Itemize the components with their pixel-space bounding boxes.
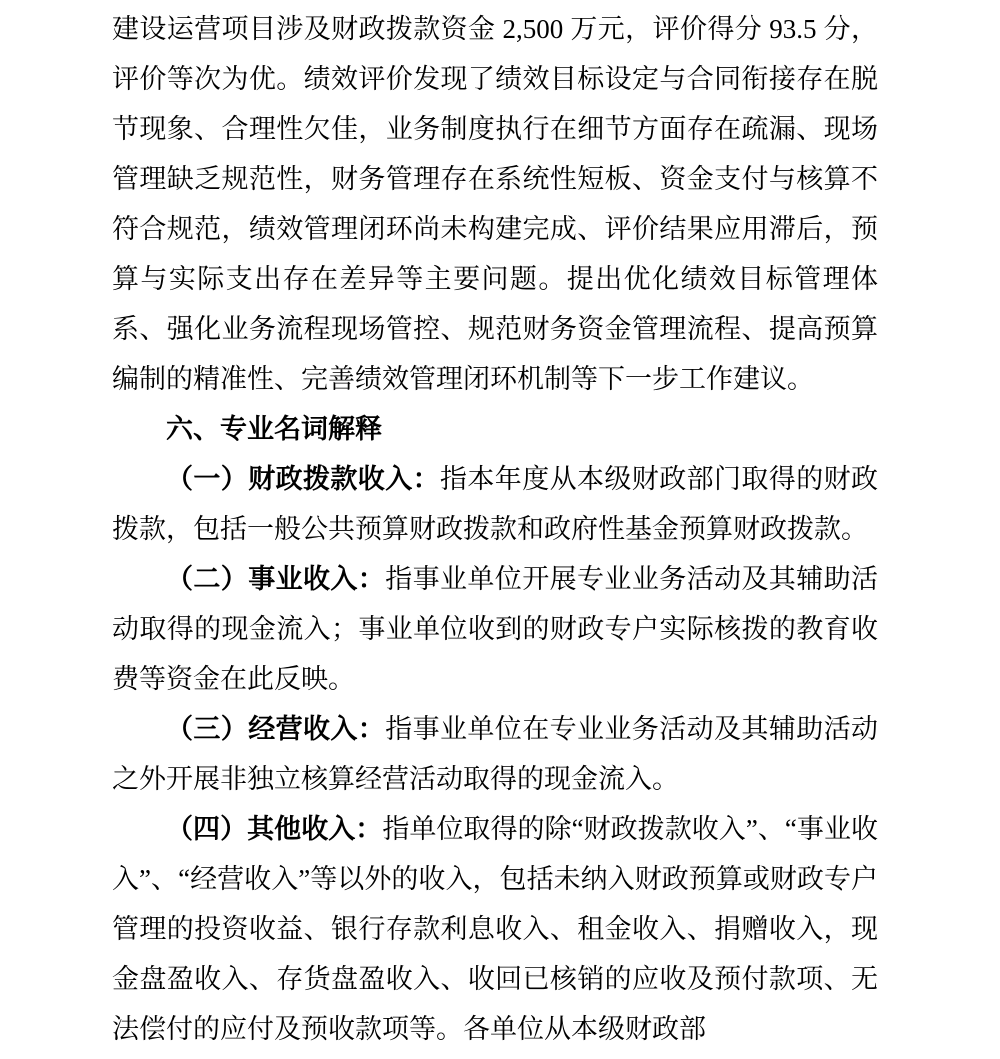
definition-term-3: （三）经营收入： <box>166 714 386 744</box>
definition-term-4: （四）其他收入： <box>166 814 383 844</box>
definition-paragraph-4 <box>112 804 878 1054</box>
document-text-block <box>112 4 878 1054</box>
definition-text-3: 指事业单位在专业业务活动及其辅助活动之外开展非独立核算经营活动取得的现金流入。 <box>112 714 879 794</box>
section-heading: 六、专业名词解释 <box>166 414 382 444</box>
definition-text-4: 指单位取得的除“财政拨款收入”、“事业收入”、“经营收入”等以外的收入，包括未纳入财政预算或财政专户管理的投资收益、银行存款利息收入、租金收入、捐赠收入，现金盘盈收入、存货盘盈收入、收回已核销的应收及预付款项、无法偿付的应付及预收款项等。各单位从本级财政部 <box>112 814 879 1044</box>
definition-paragraph-3 <box>112 704 878 804</box>
definition-paragraph-2 <box>112 554 878 704</box>
definition-paragraph-1 <box>112 454 878 554</box>
definition-term-2: （二）事业收入： <box>166 564 386 594</box>
continued-body-paragraph: 建设运营项目涉及财政拨款资金 2,500 万元，评价得分 93.5 分，评价等次为优。绩效评价发现了绩效目标设定与合同衔接存在脱节现象、合理性欠佳，业务制度执行在细节方面存在疏漏、现场管理缺乏规范性，财务管理存在系统性短板、资金支付与核算不符合规范，绩效管理闭环尚未构建完成、评价结果应用滞后，预算与实际支出存在差异等主要问题。提出优化绩效目标管理体系、强化业务流程现场管控、规范财务资金管理流程、提高预算编制的精准性、完善绩效管理闭环机制等下一步工作建议。 <box>112 14 878 394</box>
definition-text-2: 指事业单位开展专业业务活动及其辅助活动取得的现金流入；事业单位收到的财政专户实际核拨的教育收费等资金在此反映。 <box>112 564 879 694</box>
definition-text-1: 指本年度从本级财政部门取得的财政拨款，包括一般公共预算财政拨款和政府性基金预算财政拨款。 <box>112 464 878 544</box>
definition-term-1: （一）财政拨款收入： <box>166 464 440 494</box>
